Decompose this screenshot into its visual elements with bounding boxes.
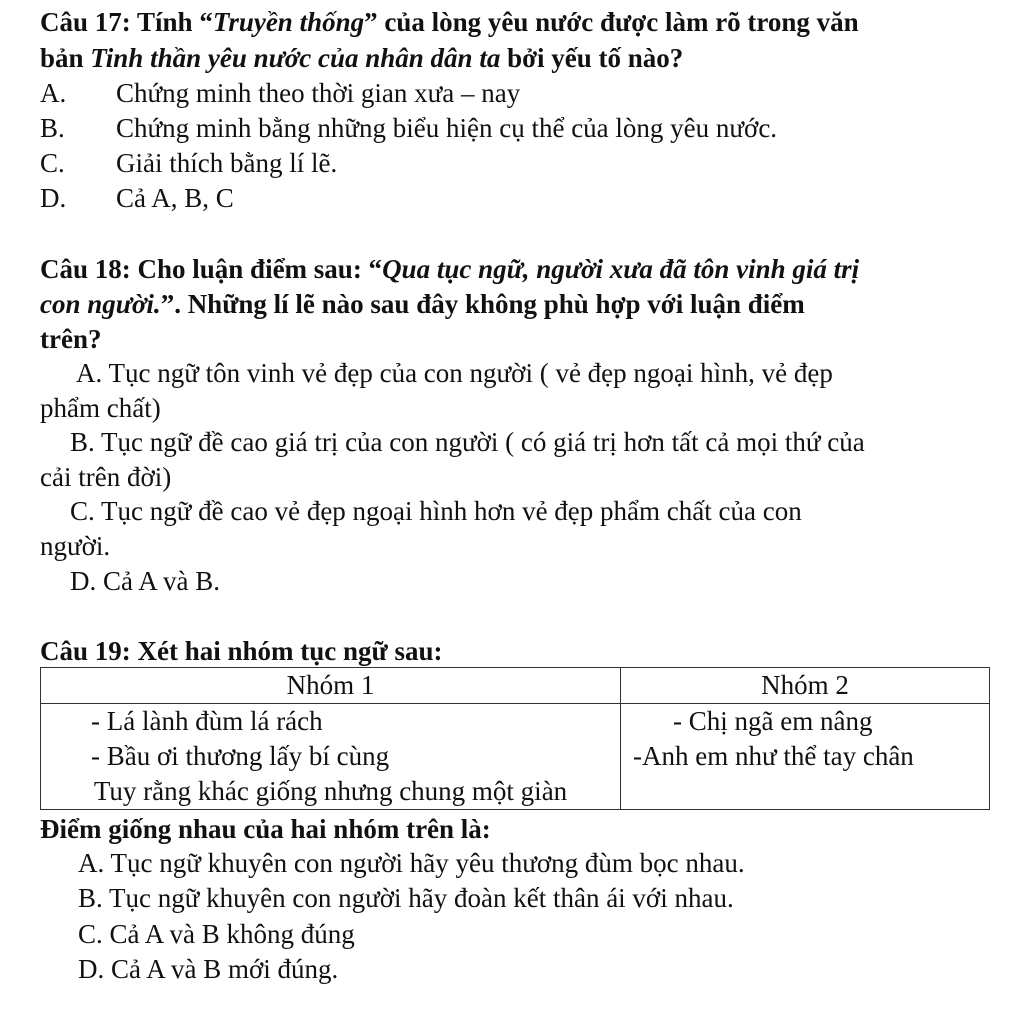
q17-stem-line1: Câu 17: Tính “Truyền thống” của lòng yêu nước được làm rõ trong văn <box>40 7 859 37</box>
q18-option-b: B. Tục ngữ đề cao giá trị của con người ( có giá trị hơn tất cả mọi thứ của <box>70 427 865 457</box>
group-2-cell <box>621 704 990 810</box>
header-group-2: Nhóm 2 <box>621 668 990 704</box>
q18-stem-line3: trên? <box>40 324 102 354</box>
q17-option-b: B. Chứng minh bằng những biểu hiện cụ thể của lòng yêu nước. <box>40 113 778 143</box>
q18-option-c: C. Tục ngữ đề cao vẻ đẹp ngoại hình hơn vẻ đẹp phẩm chất của con <box>70 496 802 526</box>
q18-option-d: D. Cả A và B. <box>70 566 221 596</box>
q19-option-b: B. Tục ngữ khuyên con người hãy đoàn kết thân ái với nhau. <box>78 883 734 913</box>
q19-question: Điểm giống nhau của hai nhóm trên là: <box>40 814 491 844</box>
q19-option-c: C. Cả A và B không đúng <box>78 919 355 949</box>
q18-option-a-cont: phẩm chất) <box>40 393 161 423</box>
q17-option-c: C. Giải thích bằng lí lẽ. <box>40 148 338 178</box>
group-2-proverb-2: -Anh em như thể tay chân <box>633 741 914 771</box>
group-2-proverb-1: - Chị ngã em nâng <box>673 706 873 736</box>
group-1-cell <box>41 704 621 810</box>
group-1-proverb-2-cont: Tuy rằng khác giống nhưng chung một giàn <box>93 776 568 806</box>
group-1-proverb-1: - Lá lành đùm lá rách <box>91 706 323 736</box>
q18-option-b-cont: cải trên đời) <box>40 462 172 492</box>
q19-option-a: A. Tục ngữ khuyên con người hãy yêu thương đùm bọc nhau. <box>78 848 745 878</box>
q17-option-d: D. Cả A, B, C <box>40 183 234 213</box>
q18-option-a: A. Tục ngữ tôn vinh vẻ đẹp của con người ( vẻ đẹp ngoại hình, vẻ đẹp <box>76 358 833 388</box>
q17-option-a: A. Chứng minh theo thời gian xưa – nay <box>40 78 521 108</box>
group-1-proverb-2: - Bầu ơi thương lấy bí cùng <box>91 741 390 771</box>
q18-option-c-cont: người. <box>40 531 111 561</box>
proverb-groups-table <box>40 667 990 810</box>
table-body-row <box>41 704 990 810</box>
q17-stem-line2: bản Tinh thần yêu nước của nhân dân ta bởi yếu tố nào? <box>40 43 684 73</box>
header-group-1: Nhóm 1 <box>41 668 621 704</box>
q19-option-d: D. Cả A và B mới đúng. <box>78 954 339 984</box>
q18-stem-line2: con người.”. Những lí lẽ nào sau đây không phù hợp với luận điểm <box>40 289 805 319</box>
q18-stem-line1: Câu 18: Cho luận điểm sau: “Qua tục ngữ, người xưa đã tôn vinh giá trị <box>40 254 860 284</box>
table-header-row <box>41 668 990 704</box>
q19-stem: Câu 19: Xét hai nhóm tục ngữ sau: <box>40 636 443 666</box>
